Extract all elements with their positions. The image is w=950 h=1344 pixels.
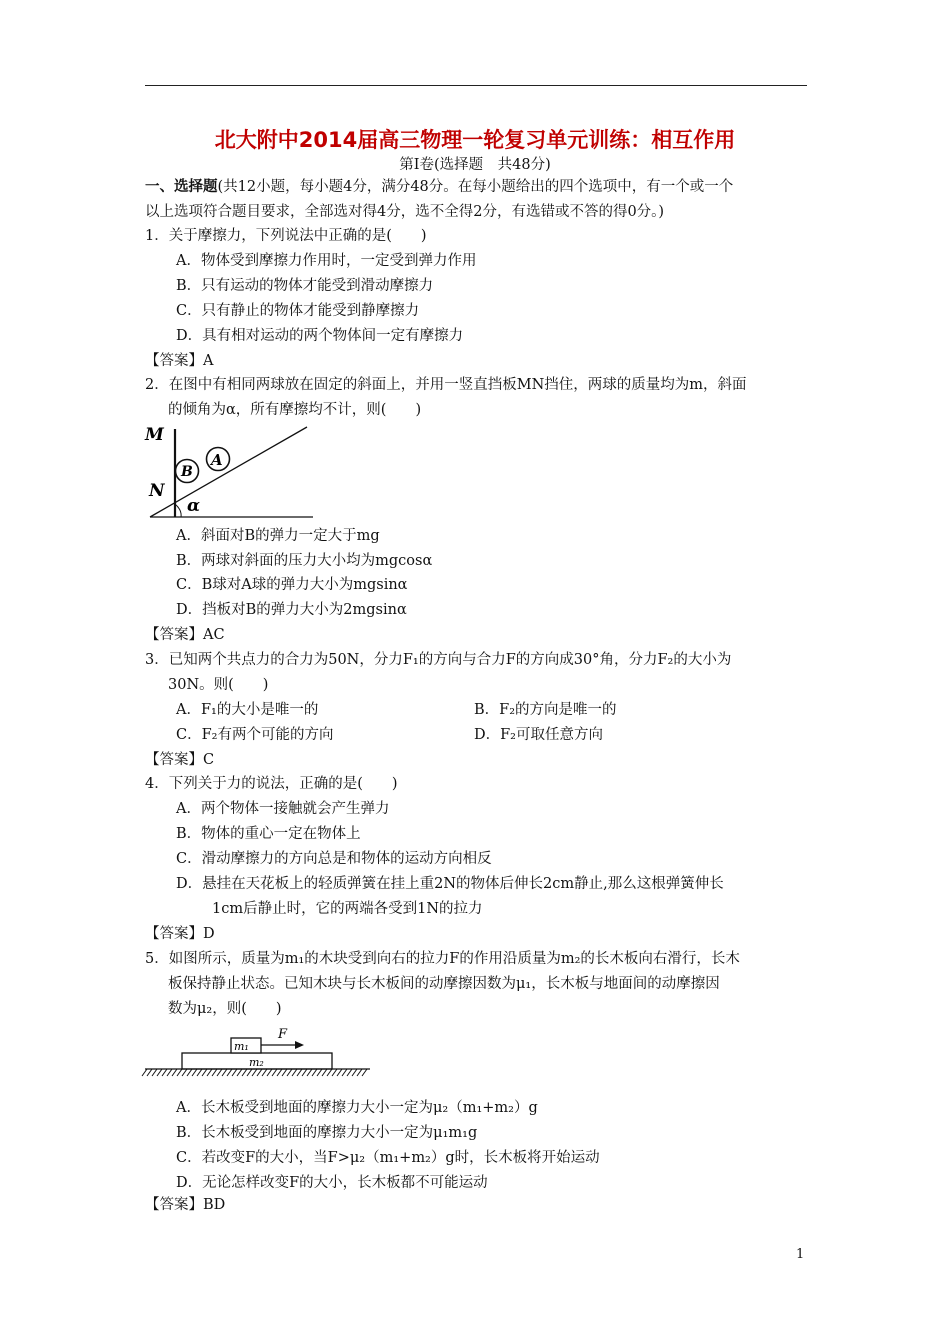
document-title: 北大附中2014届高三物理一轮复习单元训练：相互作用 (214, 128, 736, 152)
ground-hatch-line (192, 1069, 197, 1076)
question-3-option-c: C．F₂有两个可能的方向 (176, 727, 334, 743)
ground-hatch-line (362, 1069, 367, 1076)
ground-hatch-line (172, 1069, 177, 1076)
question-3-stem-line-2: 30N。则( ) (168, 677, 269, 693)
ground-hatch-line (277, 1069, 282, 1076)
question-5-option-a: A．长木板受到地面的摩擦力大小一定为μ₂（m₁+m₂）g (176, 1100, 538, 1116)
question-2-stem-line-2: 的倾角为α，所有摩擦均不计，则( ) (168, 402, 422, 418)
question-2-option-c: C．B球对A球的弹力大小为mgsinα (176, 577, 408, 593)
label-a: A (211, 451, 223, 469)
ground-hatch-line (187, 1069, 192, 1076)
question-2-stem-line-1: 2．在图中有相同两球放在固定的斜面上，并用一竖直挡板MN挡住，两球的质量均为m，斜面 (145, 377, 747, 393)
question-3-answer: 【答案】C (145, 752, 215, 768)
question-2-option-d: D．挡板对B的弹力大小为2mgsinα (176, 602, 407, 618)
question-1-option-d: D．具有相对运动的两个物体间一定有摩擦力 (176, 328, 464, 344)
question-3-option-d: D．F₂可取任意方向 (474, 727, 603, 743)
ground-hatch-line (357, 1069, 362, 1076)
ground-hatch-line (347, 1069, 352, 1076)
ground-hatch-line (237, 1069, 242, 1076)
incline-surface (150, 427, 307, 517)
ground-hatch-line (272, 1069, 277, 1076)
ground-hatch-line (287, 1069, 292, 1076)
label-m1: m₁ (234, 1040, 249, 1053)
question-4-option-a: A．两个物体一接触就会产生弹力 (176, 801, 390, 817)
question-3-option-b: B．F₂的方向是唯一的 (474, 702, 617, 718)
question-5-stem-line-1: 5．如图所示，质量为m₁的木块受到向右的拉力F的作用沿质量为m₂的长木板向右滑行，长木 (145, 951, 740, 967)
label-alpha: α (187, 496, 201, 516)
question-2-option-b: B．两球对斜面的压力大小均为mgcosα (176, 553, 433, 569)
incline-figure (145, 424, 315, 524)
ground-hatch-line (147, 1069, 152, 1076)
question-2-option-a: A．斜面对B的弹力一定大于mg (176, 528, 380, 544)
section-intro-text: (共12小题，每小题4分，满分48分。在每小题给出的四个选项中，有一个或一个 (217, 179, 734, 195)
question-3-stem-line-1: 3．已知两个共点力的合力为50N，分力F₁的方向与合力F的方向成30°角，分力F₂的大小为 (145, 652, 732, 668)
ground-hatch-line (262, 1069, 267, 1076)
ground-hatch-line (227, 1069, 232, 1076)
label-b: B (181, 464, 193, 480)
ground-hatch-line (212, 1069, 217, 1076)
ground-hatch-line (217, 1069, 222, 1076)
ground-hatch-line (177, 1069, 182, 1076)
ground-hatch-line (202, 1069, 207, 1076)
page-number: 1 (796, 1247, 805, 1262)
ground-hatch-line (337, 1069, 342, 1076)
ground-hatch-line (162, 1069, 167, 1076)
ground-hatch-line (207, 1069, 212, 1076)
ground-hatch-line (342, 1069, 347, 1076)
ground-hatch-line (232, 1069, 237, 1076)
ground-hatch-line (267, 1069, 272, 1076)
ground-hatch-line (322, 1069, 327, 1076)
ground-hatch-line (312, 1069, 317, 1076)
section-intro-line-1 (145, 178, 733, 196)
ground-hatch-line (332, 1069, 337, 1076)
ground-hatch-line (282, 1069, 287, 1076)
ground-hatch-line (327, 1069, 332, 1076)
ground-hatch-line (142, 1069, 147, 1076)
question-4-option-c: C．滑动摩擦力的方向总是和物体的运动方向相反 (176, 851, 492, 867)
ground-hatch-line (352, 1069, 357, 1076)
question-4-option-b: B．物体的重心一定在物体上 (176, 826, 361, 842)
ground-hatch-line (297, 1069, 302, 1076)
ground-hatch-line (252, 1069, 257, 1076)
question-2-answer: 【答案】AC (145, 627, 225, 643)
question-4-option-d-line-1: D．悬挂在天花板上的轻质弹簧在挂上重2N的物体后伸长2cm静止,那么这根弹簧伸长 (176, 876, 724, 892)
document-subtitle: 第Ⅰ卷(选择题 共48分) (399, 157, 551, 173)
question-4-stem: 4．下列关于力的说法，正确的是( ) (145, 776, 398, 792)
question-1-stem: 1．关于摩擦力，下列说法中正确的是( ) (145, 228, 427, 244)
ground-hatch-line (302, 1069, 307, 1076)
question-5-option-c: C．若改变F的大小，当F>μ₂（m₁+m₂）g时，长木板将开始运动 (176, 1150, 600, 1166)
label-m: M (145, 425, 164, 445)
question-3-option-a: A．F₁的大小是唯一的 (176, 702, 319, 718)
header-rule (145, 85, 807, 86)
label-m2: m₂ (249, 1056, 264, 1069)
question-5-option-b: B．长木板受到地面的摩擦力大小一定为μ₁m₁g (176, 1125, 478, 1141)
question-1-option-c: C．只有静止的物体才能受到静摩擦力 (176, 303, 420, 319)
ground-hatch-line (197, 1069, 202, 1076)
block-board-figure (145, 1016, 375, 1106)
ground-hatch-line (222, 1069, 227, 1076)
section-label: 一、选择题 (145, 178, 218, 195)
question-5-option-d: D．无论怎样改变F的大小，长木板都不可能运动 (176, 1175, 488, 1191)
question-4-option-d-line-2: 1cm后静止时，它的两端各受到1N的拉力 (212, 901, 483, 917)
ground-hatch-line (307, 1069, 312, 1076)
ground-hatch-line (242, 1069, 247, 1076)
question-5-answer: 【答案】BD (145, 1197, 226, 1213)
question-1-option-b: B．只有运动的物体才能受到滑动摩擦力 (176, 278, 434, 294)
question-4-answer: 【答案】D (145, 926, 215, 942)
ground-hatch-line (292, 1069, 297, 1076)
force-arrow-head (295, 1041, 304, 1049)
ground-hatch-line (317, 1069, 322, 1076)
question-1-answer: 【答案】A (145, 353, 214, 369)
label-f: F (278, 1027, 288, 1042)
question-1-option-a: A．物体受到摩擦力作用时，一定受到弹力作用 (176, 253, 477, 269)
ground-hatch-line (167, 1069, 172, 1076)
ground-hatch-line (157, 1069, 162, 1076)
label-n: N (149, 481, 165, 501)
section-intro-line-2: 以上选项符合题目要求，全部选对得4分，选不全得2分，有选错或不答的得0分。) (145, 204, 665, 220)
question-5-stem-line-2: 板保持静止状态。已知木块与长木板间的动摩擦因数为μ₁，长木板与地面间的动摩擦因 (168, 976, 720, 992)
ground-hatch-line (182, 1069, 187, 1076)
ground-hatch-line (152, 1069, 157, 1076)
ground-hatch-line (247, 1069, 252, 1076)
question-5-stem-line-3: 数为μ₂，则( ) (168, 1001, 282, 1017)
ground-hatch-line (257, 1069, 262, 1076)
